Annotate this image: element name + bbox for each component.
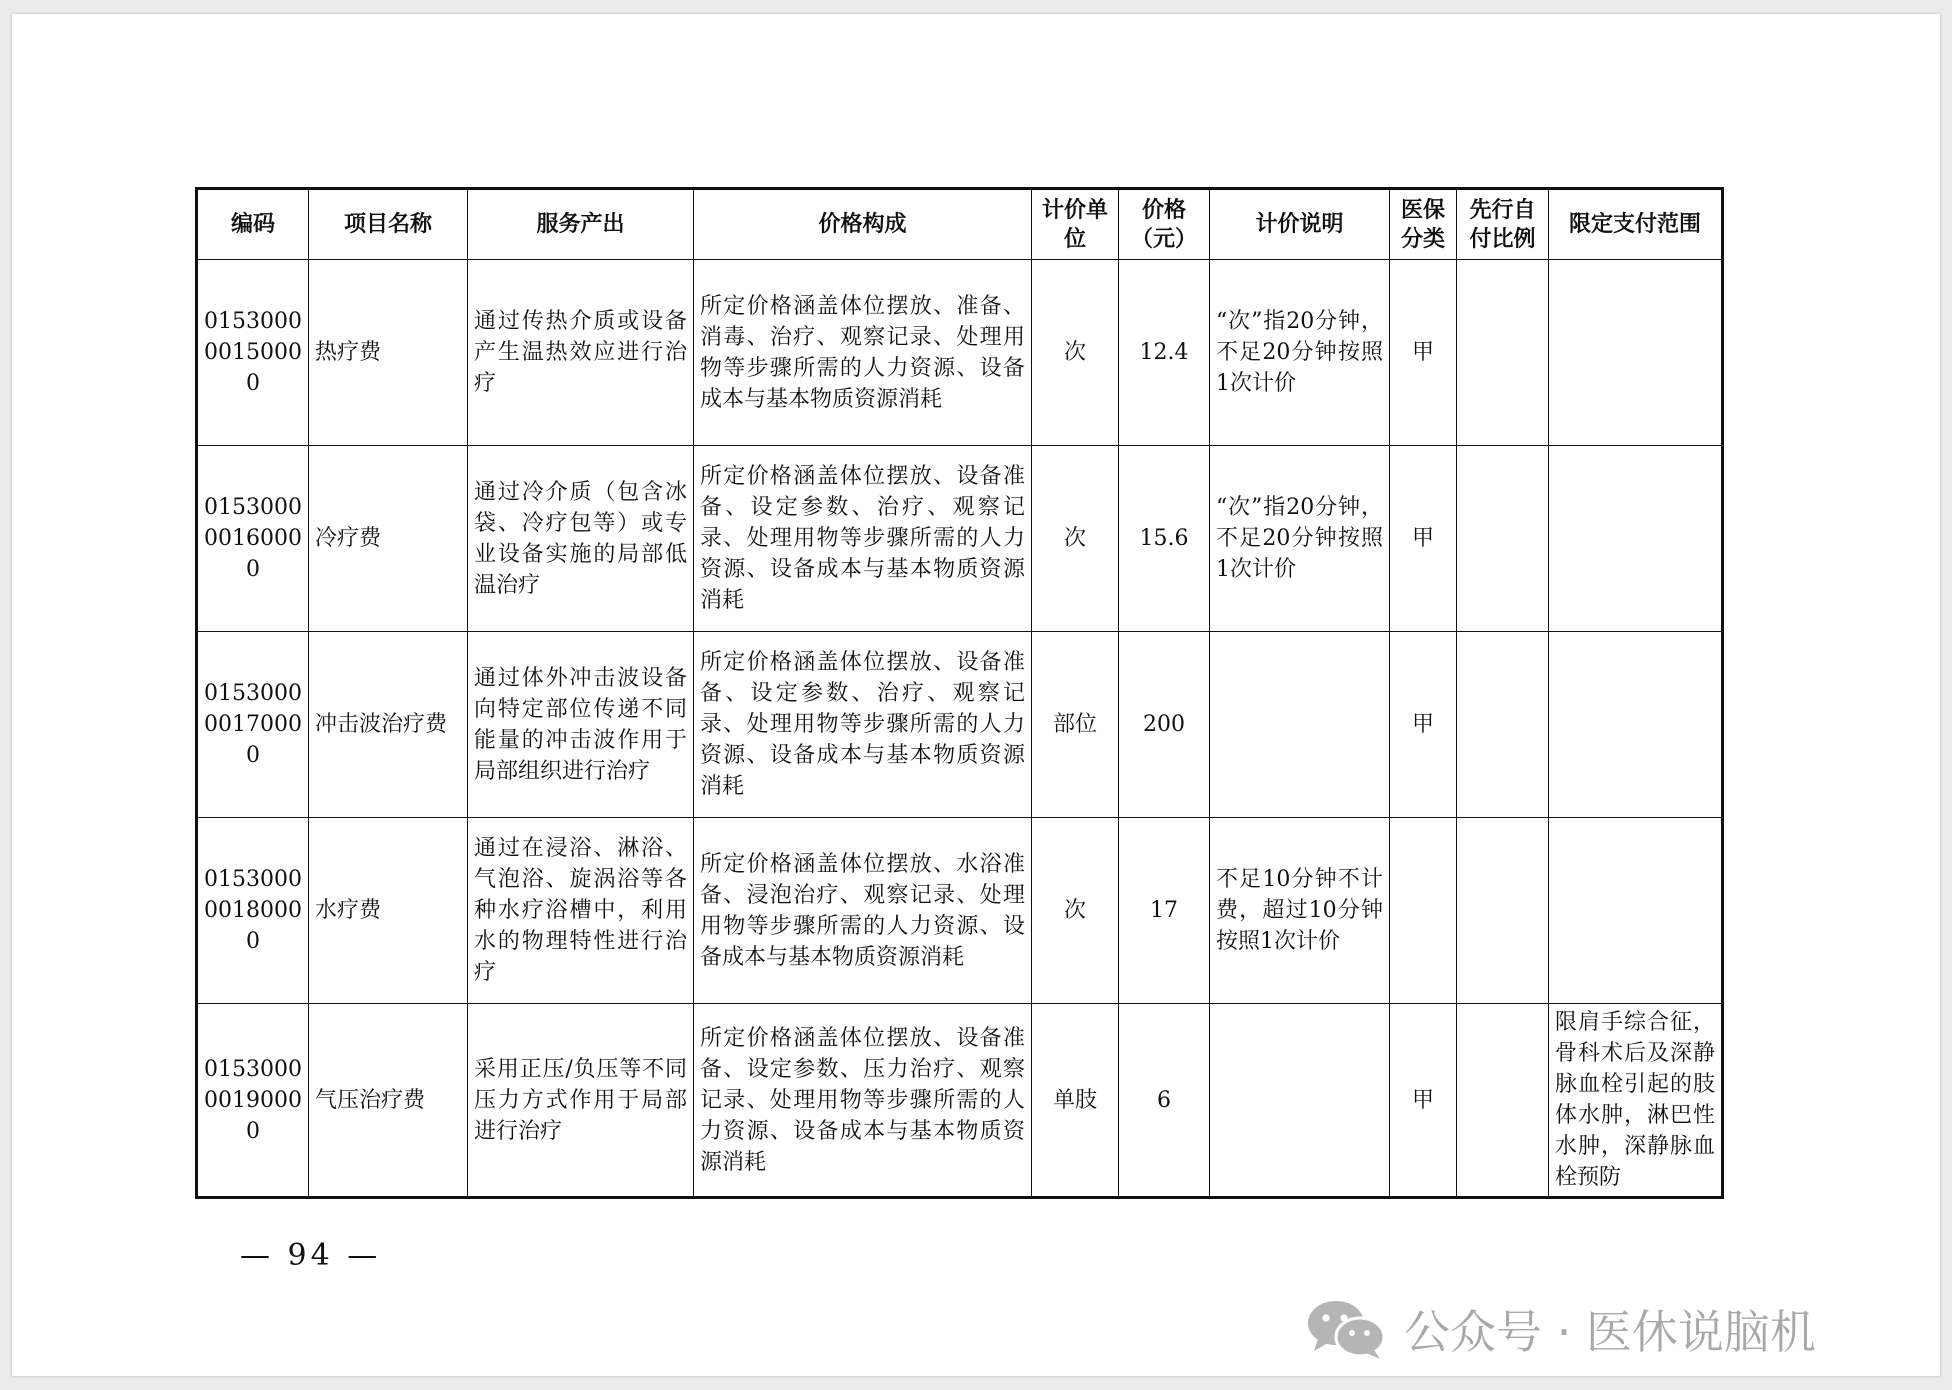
header-price: 价格（元）	[1119, 189, 1210, 260]
cell-price: 6	[1119, 1004, 1210, 1198]
fee-table	[195, 187, 1724, 1199]
cell-note: 不足10分钟不计费，超过10分钟按照1次计价	[1210, 818, 1390, 1004]
header-self-pay: 先行自付比例	[1457, 189, 1549, 260]
cell-price: 15.6	[1119, 446, 1210, 632]
cell-service: 通过体外冲击波设备向特定部位传递不同能量的冲击波作用于局部组织进行治疗	[468, 632, 694, 818]
header-unit: 计价单位	[1032, 189, 1119, 260]
cell-code: 015300000150000	[197, 260, 309, 446]
cell-code: 015300000180000	[197, 818, 309, 1004]
header-note: 计价说明	[1210, 189, 1390, 260]
cell-composition: 所定价格涵盖体位摆放、设备准备、设定参数、治疗、观察记录、处理用物等步骤所需的人力资源、设备成本与基本物质资源消耗	[694, 632, 1032, 818]
cell-composition: 所定价格涵盖体位摆放、设备准备、设定参数、压力治疗、观察记录、处理用物等步骤所需的人力资源、设备成本与基本物质资源消耗	[694, 1004, 1032, 1198]
cell-insurance: 甲	[1390, 632, 1457, 818]
document-page	[12, 14, 1940, 1376]
cell-insurance	[1390, 818, 1457, 1004]
wechat-icon	[1304, 1297, 1388, 1361]
cell-note: “次”指20分钟，不足20分钟按照1次计价	[1210, 446, 1390, 632]
cell-composition: 所定价格涵盖体位摆放、准备、消毒、治疗、观察记录、处理用物等步骤所需的人力资源、设备成本与基本物质资源消耗	[694, 260, 1032, 446]
cell-name: 冲击波治疗费	[309, 632, 468, 818]
cell-insurance: 甲	[1390, 260, 1457, 446]
cell-code: 015300000160000	[197, 446, 309, 632]
table-row	[197, 818, 1723, 1004]
header-code: 编码	[197, 189, 309, 260]
cell-unit: 部位	[1032, 632, 1119, 818]
watermark	[1304, 1296, 1816, 1362]
header-name: 项目名称	[309, 189, 468, 260]
cell-self-pay	[1457, 818, 1549, 1004]
cell-composition: 所定价格涵盖体位摆放、水浴准备、浸泡治疗、观察记录、处理用物等步骤所需的人力资源、设备成本与基本物质资源消耗	[694, 818, 1032, 1004]
cell-composition: 所定价格涵盖体位摆放、设备准备、设定参数、治疗、观察记录、处理用物等步骤所需的人力资源、设备成本与基本物质资源消耗	[694, 446, 1032, 632]
cell-service: 采用正压/负压等不同压力方式作用于局部进行治疗	[468, 1004, 694, 1198]
cell-unit: 单肢	[1032, 1004, 1119, 1198]
cell-code: 015300000170000	[197, 632, 309, 818]
cell-service: 通过在浸浴、淋浴、气泡浴、旋涡浴等各种水疗浴槽中，利用水的物理特性进行治疗	[468, 818, 694, 1004]
cell-price: 17	[1119, 818, 1210, 1004]
cell-note	[1210, 632, 1390, 818]
cell-limit	[1549, 446, 1723, 632]
cell-note: “次”指20分钟，不足20分钟按照1次计价	[1210, 260, 1390, 446]
cell-self-pay	[1457, 260, 1549, 446]
cell-unit: 次	[1032, 260, 1119, 446]
cell-limit	[1549, 260, 1723, 446]
cell-self-pay	[1457, 1004, 1549, 1198]
cell-note	[1210, 1004, 1390, 1198]
cell-self-pay	[1457, 632, 1549, 818]
table-row	[197, 632, 1723, 818]
cell-limit	[1549, 818, 1723, 1004]
watermark-text: 公众号 · 医休说脑机	[1404, 1305, 1816, 1359]
header-row	[197, 189, 1723, 260]
cell-limit	[1549, 632, 1723, 818]
cell-unit: 次	[1032, 818, 1119, 1004]
cell-insurance: 甲	[1390, 1004, 1457, 1198]
cell-insurance: 甲	[1390, 446, 1457, 632]
cell-price: 12.4	[1119, 260, 1210, 446]
cell-service: 通过冷介质（包含冰袋、冷疗包等）或专业设备实施的局部低温治疗	[468, 446, 694, 632]
cell-name: 热疗费	[309, 260, 468, 446]
header-service: 服务产出	[468, 189, 694, 260]
cell-service: 通过传热介质或设备产生温热效应进行治疗	[468, 260, 694, 446]
cell-name: 冷疗费	[309, 446, 468, 632]
header-insurance: 医保分类	[1390, 189, 1457, 260]
cell-self-pay	[1457, 446, 1549, 632]
header-limit: 限定支付范围	[1549, 189, 1723, 260]
page-number: — 94 —	[240, 1238, 382, 1273]
table-row	[197, 1004, 1723, 1198]
cell-name: 气压治疗费	[309, 1004, 468, 1198]
cell-code: 015300000190000	[197, 1004, 309, 1198]
cell-limit: 限肩手综合征，骨科术后及深静脉血栓引起的肢体水肿，淋巴性水肿，深静脉血栓预防	[1549, 1004, 1723, 1198]
cell-price: 200	[1119, 632, 1210, 818]
cell-unit: 次	[1032, 446, 1119, 632]
table-row	[197, 260, 1723, 446]
header-composition: 价格构成	[694, 189, 1032, 260]
cell-name: 水疗费	[309, 818, 468, 1004]
table-row	[197, 446, 1723, 632]
